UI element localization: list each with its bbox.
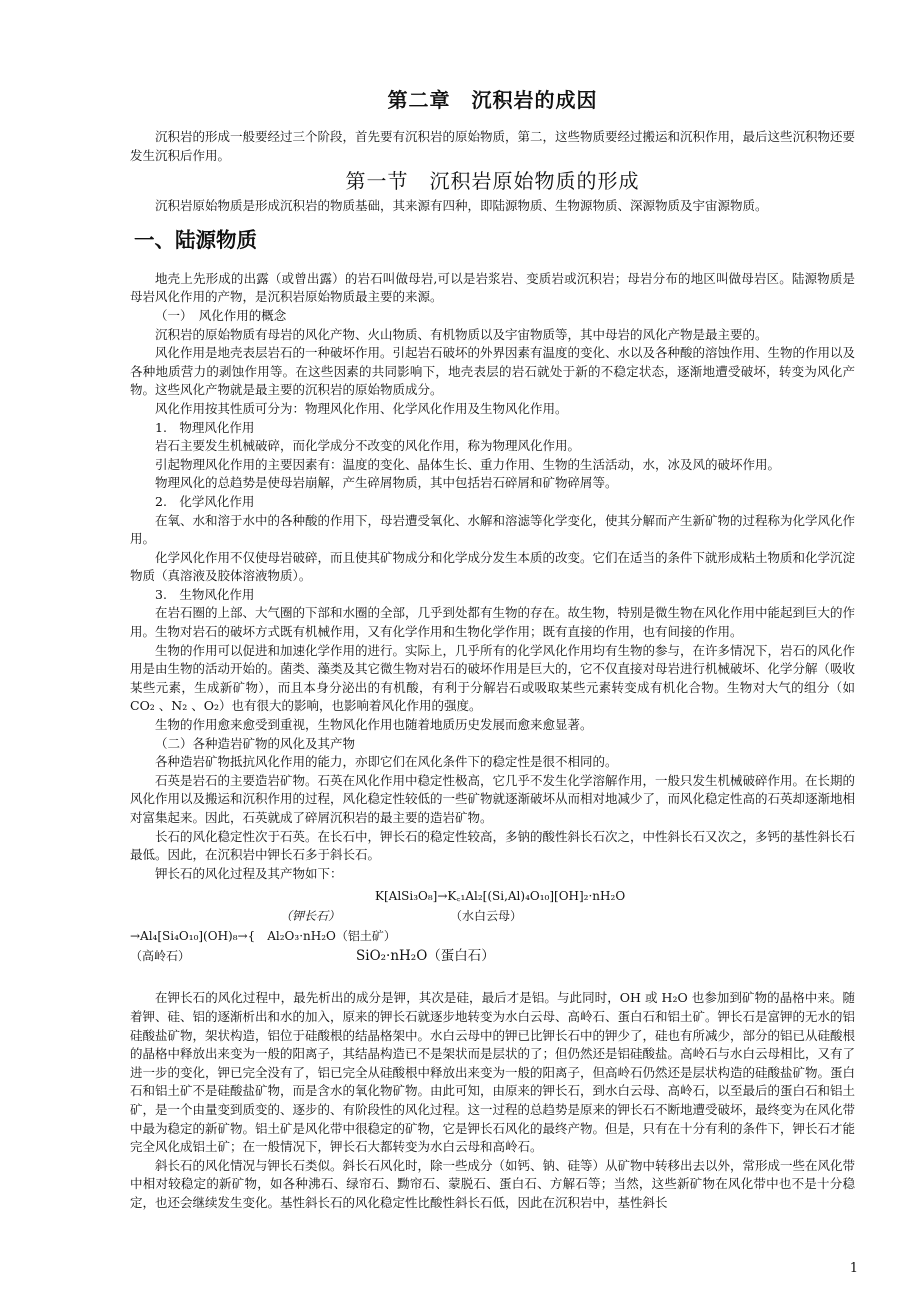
heading-terrigenous: 一、陆源物质: [134, 227, 257, 252]
page-content: [130, 86, 855, 1213]
subheading: 1. 物理风化作用: [155, 419, 255, 435]
formula-label-kaolinite: （高岭石）: [130, 949, 191, 964]
subheading: （一） 风化作用的概念: [155, 307, 287, 323]
paragraph: 生物的作用愈来愈受到重视，生物风化作用也随着地质历史发展而愈来愈显著。: [155, 717, 593, 733]
formula-line-2: →Al₄[Si₄O₁₀](OH)₈→{ Al₂O₃·nH₂O（铝土矿）: [130, 929, 396, 944]
paragraph: 生物的作用可以促进和加速化学作用的进行。实际上，几乎所有的化学风化作用均有生物的参与，在许多情况下，岩石的风化作用是由生物的活动开始的。菌类、藻类及其它微生物对岩石的破坏作用是巨大的，它不仅直接对母岩进行机械破坏、化学分解（吸收某些元素，生成新矿物），而且本身分泌出的有机酸，有利于分解岩石或吸取某些元素转变成有机化合物。生物对大气的组分（如 CO₂ 、N₂ 、O₂）也有很大的影响，也影响着风化作用的强度。: [130, 642, 856, 714]
formula-line-3: SiO₂·nH₂O（蛋白石）: [356, 948, 495, 965]
paragraph: 岩石主要发生机械破碎，而化学成分不改变的风化作用，称为物理风化作用。: [155, 438, 581, 454]
paragraph: 沉积岩的原始物质有母岩的风化产物、火山物质、有机物质以及宇宙物质等，其中母岩的风化产物是最主要的。: [155, 326, 768, 342]
intro-paragraph: 沉积岩的形成一般要经过三个阶段，首先要有沉积岩的原始物质，第二，这些物质要经过搬运和沉积作用，最后这些沉积物还要发生沉积后作用。: [130, 129, 856, 163]
paragraph: 引起物理风化作用的主要因素有：温度的变化、晶体生长、重力作用、生物的生活活动，水，冰及风的破坏作用。: [155, 456, 781, 472]
paragraph: 钾长石的风化过程及其产物如下：: [155, 865, 343, 881]
subheading: 2. 化学风化作用: [155, 493, 255, 509]
paragraph: 长石的风化稳定性次于石英。在长石中，钾长石的稳定性较高，多钠的酸性斜长石次之，中性斜长石又次之，多钙的基性斜长石最低。因此，在沉积岩中钾长石多于斜长石。: [130, 828, 856, 863]
subheading: 3. 生物风化作用: [155, 586, 255, 602]
section-title: 第一节 沉积岩原始物质的形成: [345, 169, 640, 194]
paragraph: 在氧、水和溶于水中的各种酸的作用下，母岩遭受氧化、水解和溶滤等化学变化，使其分解而产生新矿物的过程称为化学风化作用。: [130, 512, 856, 547]
formula-line-1: K[AlSi₃O₈]→K꜀₁Al₂[(Si,Al)₄O₁₀][OH]₂·nH₂O: [375, 889, 626, 904]
formula-label-feldspar: （钾长石）: [280, 909, 341, 924]
paragraph: 在钾长石的风化过程中，最先析出的成分是钾，其次是硅，最后才是铝。与此同时，OH 或 H₂O 也参加到矿物的晶格中来。随着钾、硅、铝的逐渐析出和水的加入，原来的钾长石就逐步地转变为水白云母、高岭石、蛋白石和铝土矿。钾长石是富钾的无水的铝硅酸盐矿物，架状构造，铝位于硅酸根的结晶格架中。水白云母中的钾已比钾长石中的钾少了，硅也有所减少，部分的铝已从硅酸根的晶格中释放出来变为一般的阳离子，其结晶构造已不是架状而是层状的了；但仍然还是铝硅酸盐。高岭石与水白云母相比，又有了进一步的变化，钾已完全没有了，铝已完全从硅酸根中释放出来变为一般的阳离子，但高岭石仍然还是层状构造的硅酸盐矿物。蛋白石和铝土矿不是硅酸盐矿物，而是含水的氧化物矿物。由此可知，由原来的钾长石，到水白云母、高岭石，以至最后的蛋白石和铝土矿，是一个由量变到质变的、逐步的、有阶段性的风化过程。这一过程的总趋势是原来的钾长石不断地遭受破坏，最终变为在风化带中最为稳定的新矿物。铝土矿是风化带中很稳定的矿物，它是钾长石风化的最终产物。但是，只有在十分有利的条件下，钾长石才能完全风化成铝土矿；在一般情况下，钾长石大都转变为水白云母和高岭石。: [130, 990, 856, 1155]
paragraph: 石英是岩石的主要造岩矿物。石英在风化作用中稳定性极高，它几乎不发生化学溶解作用，一般只发生机械破碎作用。在长期的风化作用以及搬运和沉积作用的过程，风化稳定性较低的一些矿物就逐渐破坏从而相对地减少了，而风化稳定性高的石英却逐渐地相对富集起来。因此，石英就成了碎屑沉积岩的最主要的造岩矿物。: [130, 772, 856, 825]
paragraph: 化学风化作用不仅使母岩破碎，而且使其矿物成分和化学成分发生本质的改变。它们在适当的条件下就形成粘土物质和化学沉淀物质（真溶液及胶体溶液物质）。: [130, 549, 856, 584]
formula-label-hydromica: （水白云母）: [450, 909, 523, 924]
paragraph: 风化作用按其性质可分为：物理风化作用、化学风化作用及生物风化作用。: [155, 400, 568, 416]
weathering-formula: [130, 885, 855, 983]
paragraph: 斜长石的风化情况与钾长石类似。斜长石风化时，除一些成分（如钙、钠、硅等）从矿物中转移出去以外，常形成一些在风化带中相对较稳定的新矿物，如各种沸石、绿帘石、黝帘石、蒙脱石、蛋白石、方解石等；当然，这些新矿物在风化带中也不是十分稳定，也还会继续发生变化。基性斜长石的风化稳定性比酸性斜长石低，因此在沉积岩中，基性斜长: [130, 1157, 856, 1210]
subheading: （二）各种造岩矿物的风化及其产物: [155, 735, 356, 751]
paragraph: 各种造岩矿物抵抗风化作用的能力，亦即它们在风化条件下的稳定性是很不相同的。: [155, 754, 618, 770]
page-number: 1: [849, 1261, 858, 1276]
paragraph: 在岩石圈的上部、大气圈的下部和水圈的全部，几乎到处都有生物的存在。故生物，特别是微生物在风化作用中能起到巨大的作用。生物对岩石的破坏方式既有机械作用，又有化学作用和生物化学作用；既有直接的作用，也有间接的作用。: [130, 605, 856, 640]
chapter-title: 第二章 沉积岩的成因: [387, 88, 598, 112]
paragraph: 物理风化的总趋势是使母岩崩解，产生碎屑物质，其中包括岩石碎屑和矿物碎屑等。: [155, 475, 618, 491]
paragraph: 风化作用是地壳表层岩石的一种破坏作用。引起岩石破坏的外界因素有温度的变化、水以及各种酸的溶蚀作用、生物的作用以及各种地质营力的剥蚀作用等。在这些因素的共同影响下，地壳表层的岩石就处于新的不稳定状态，逐渐地遭受破坏，转变为风化产物。这些风化产物就是最主要的沉积岩的原始物质成分。: [130, 345, 856, 398]
paragraph: 地壳上先形成的出露（或曾出露）的岩石叫做母岩,可以是岩浆岩、变质岩或沉积岩；母岩分布的地区叫做母岩区。陆源物质是母岩风化作用的产物，是沉积岩原始物质最主要的来源。: [130, 270, 855, 305]
section-intro: 沉积岩原始物质是形成沉积岩的物质基础，其来源有四种，即陆源物质、生物源物质、深源物质及宇宙源物质。: [155, 198, 768, 214]
